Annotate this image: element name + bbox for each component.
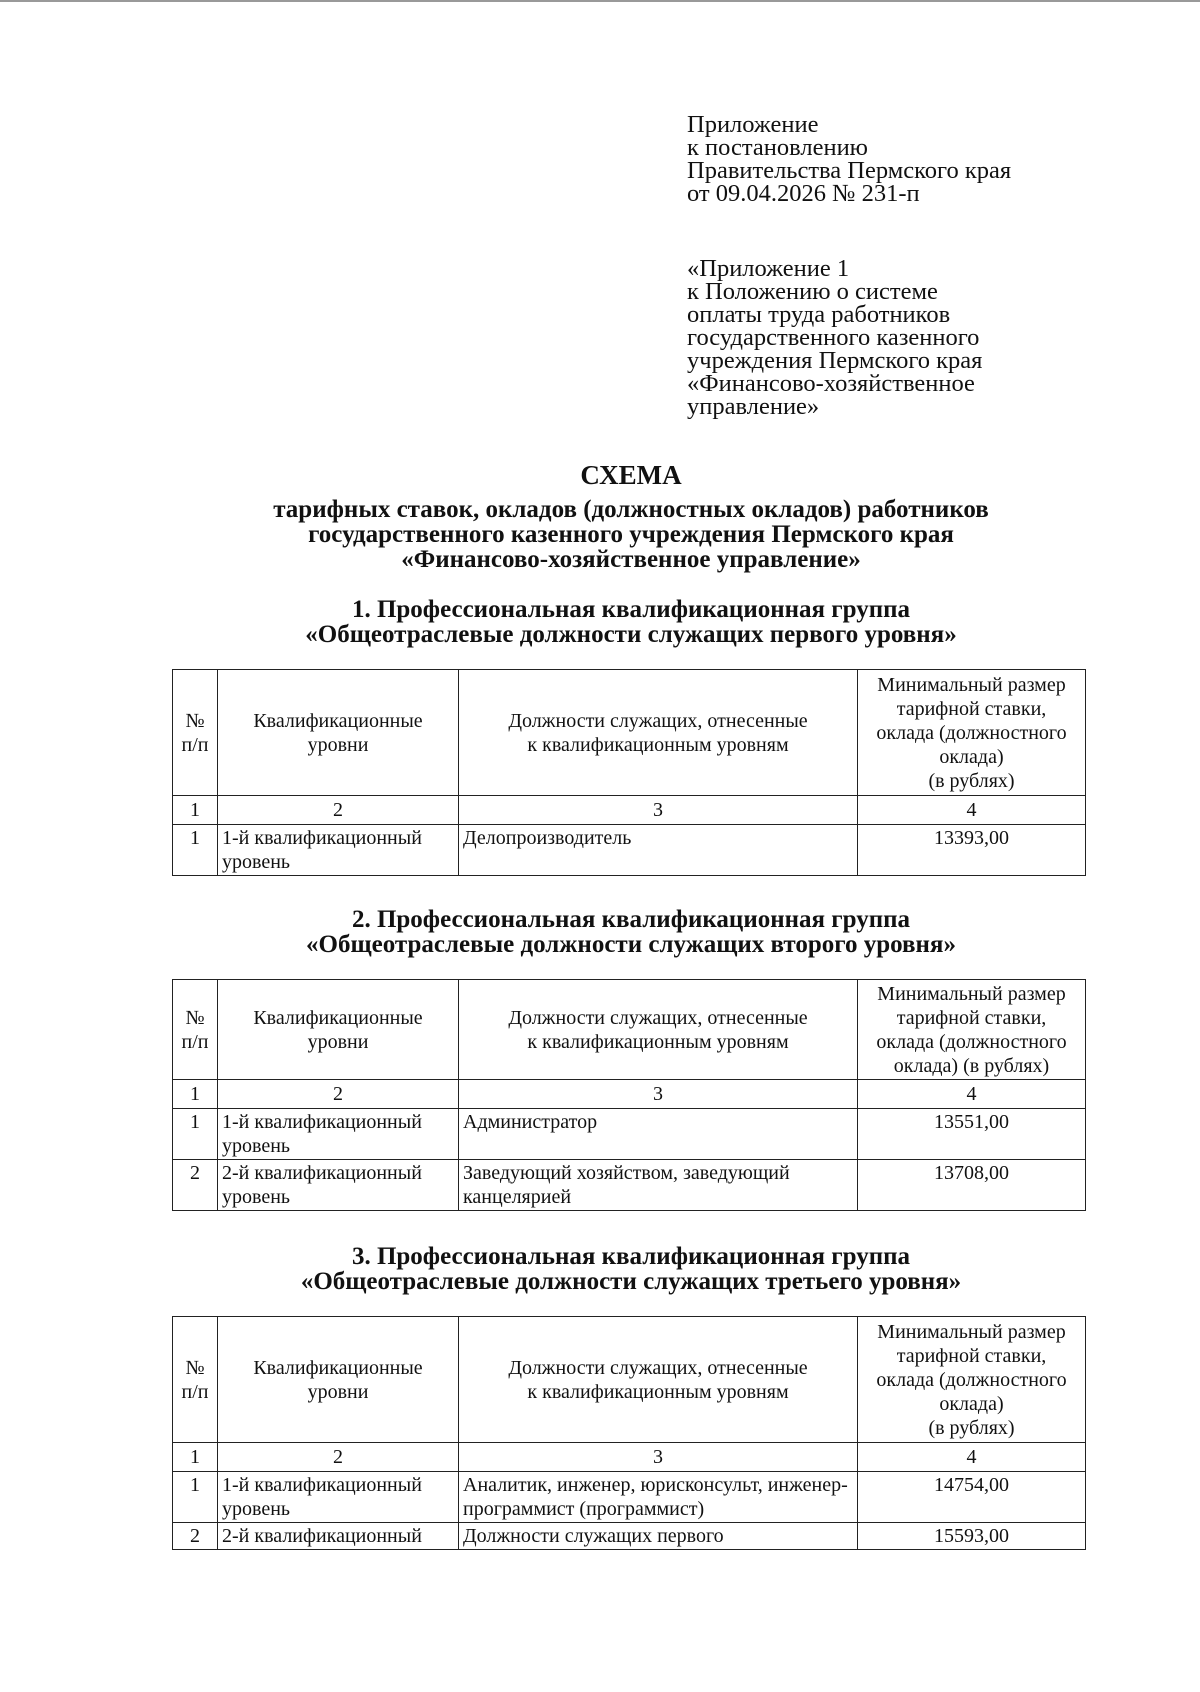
header-line: (в рублях)	[928, 1416, 1015, 1439]
col-positions-header	[459, 1317, 858, 1443]
table-row	[173, 1472, 1086, 1523]
index-cell: 2	[218, 796, 459, 825]
section-heading-line: «Общеотраслевые должности служащих второго уровня»	[306, 931, 956, 958]
row-salary: 13708,00	[858, 1160, 1086, 1211]
section-heading-line: 2. Профессиональная квалификационная группа	[351, 906, 911, 933]
annex-line: к Положению о системе	[687, 278, 938, 305]
table-header-row	[173, 980, 1086, 1080]
col-positions-header	[459, 980, 858, 1080]
header-line: оклада (должностного	[876, 1368, 1067, 1391]
annex-line: к постановлению	[687, 134, 868, 161]
index-cell: 3	[459, 796, 858, 825]
row-position: Заведующий хозяйством, заведующий канцелярией	[459, 1160, 858, 1211]
document-subtitle	[0, 497, 1200, 572]
row-position: Должности служащих первого	[459, 1523, 858, 1550]
header-line: Минимальный размер	[877, 982, 1066, 1005]
row-level: 1-й квалификационный уровень	[218, 1472, 459, 1523]
column-index-row	[173, 1080, 1086, 1109]
appendix-reference	[687, 257, 982, 418]
row-level: 2-й квалификационный уровень	[218, 1160, 459, 1211]
document-title: СХЕМА	[580, 460, 682, 490]
row-num: 1	[173, 1472, 218, 1523]
index-cell: 1	[173, 1080, 218, 1109]
row-salary: 13551,00	[858, 1109, 1086, 1160]
row-num: 1	[173, 1109, 218, 1160]
header-line: оклада (должностного	[876, 1030, 1067, 1053]
header-line: к квалификационным уровням	[527, 1030, 789, 1053]
table-row	[173, 1109, 1086, 1160]
section-heading-line: «Общеотраслевые должности служащих третьего уровня»	[300, 1268, 962, 1295]
col-positions-header	[459, 670, 858, 796]
index-cell: 4	[858, 1080, 1086, 1109]
section-2-heading	[0, 907, 1200, 957]
col-num-header: № п/п	[173, 670, 218, 796]
annex-line: Правительства Пермского края	[687, 157, 1012, 184]
header-line: Минимальный размер	[877, 1320, 1066, 1343]
index-cell: 2	[218, 1080, 459, 1109]
row-level: 1-й квалификационный уровень	[218, 1109, 459, 1160]
page-top-edge	[0, 0, 1200, 2]
row-level: 2-й квалификационный	[218, 1523, 459, 1550]
subtitle-line: тарифных ставок, окладов (должностных окладов) работников	[273, 496, 989, 523]
index-cell: 1	[173, 1443, 218, 1472]
annex-line: учреждения Пермского края	[687, 347, 983, 374]
header-line: (в рублях)	[928, 769, 1015, 792]
table-header-row	[173, 670, 1086, 796]
col-levels-header: Квалификационные уровни	[218, 1317, 459, 1443]
header-line: Должности служащих, отнесенные	[508, 1356, 808, 1379]
subtitle-line: «Финансово-хозяйственное управление»	[401, 546, 861, 573]
subtitle-line: государственного казенного учреждения Пермского края	[308, 521, 954, 548]
col-levels-header: Квалификационные уровни	[218, 980, 459, 1080]
section-1-table	[172, 669, 1086, 876]
row-num: 2	[173, 1160, 218, 1211]
section-2-table	[172, 979, 1086, 1211]
header-line: оклада) (в рублях)	[893, 1054, 1050, 1077]
row-position: Аналитик, инженер, юрисконсульт, инженер-программист (программист)	[459, 1472, 858, 1523]
header-line: Должности служащих, отнесенные	[508, 709, 808, 732]
annex-line: государственного казенного	[687, 324, 980, 351]
header-line: к квалификационным уровням	[527, 733, 789, 756]
annex-line: оплаты труда работников	[687, 301, 951, 328]
annex-line: «Приложение 1	[687, 255, 850, 282]
header-line: тарифной ставки,	[896, 1006, 1047, 1029]
header-line: к квалификационным уровням	[527, 1380, 789, 1403]
row-salary: 15593,00	[858, 1523, 1086, 1550]
annex-line: от 09.04.2026 № 231-п	[687, 180, 920, 207]
header-line: оклада)	[939, 745, 1004, 768]
table-header-row	[173, 1317, 1086, 1443]
header-line: оклада (должностного	[876, 721, 1067, 744]
section-1-heading	[0, 597, 1200, 647]
header-line: тарифной ставки,	[896, 1344, 1047, 1367]
row-salary: 13393,00	[858, 825, 1086, 876]
table-row	[173, 1160, 1086, 1211]
section-3-heading	[0, 1244, 1200, 1294]
col-salary-header	[858, 980, 1086, 1080]
index-cell: 4	[858, 796, 1086, 825]
section-heading-line: 1. Профессиональная квалификационная группа	[351, 596, 911, 623]
index-cell: 1	[173, 796, 218, 825]
column-index-row	[173, 1443, 1086, 1472]
col-num-header: № п/п	[173, 1317, 218, 1443]
annex-line: Приложение	[687, 111, 819, 138]
header-line: оклада)	[939, 1392, 1004, 1415]
annex-reference	[687, 113, 1011, 205]
row-num: 2	[173, 1523, 218, 1550]
section-3-table	[172, 1316, 1086, 1550]
row-level: 1-й квалификационный уровень	[218, 825, 459, 876]
row-num: 1	[173, 825, 218, 876]
header-line: Минимальный размер	[877, 673, 1066, 696]
row-salary: 14754,00	[858, 1472, 1086, 1523]
col-num-header: № п/п	[173, 980, 218, 1080]
annex-line: управление»	[687, 393, 820, 420]
table-row	[173, 1523, 1086, 1550]
header-line: Должности служащих, отнесенные	[508, 1006, 808, 1029]
table-row	[173, 825, 1086, 876]
col-levels-header: Квалификационные уровни	[218, 670, 459, 796]
section-heading-line: 3. Профессиональная квалификационная группа	[351, 1243, 911, 1270]
index-cell: 2	[218, 1443, 459, 1472]
section-heading-line: «Общеотраслевые должности служащих первого уровня»	[305, 621, 957, 648]
row-position: Администратор	[459, 1109, 858, 1160]
annex-line: «Финансово-хозяйственное	[687, 370, 975, 397]
col-salary-header	[858, 1317, 1086, 1443]
index-cell: 3	[459, 1080, 858, 1109]
column-index-row	[173, 796, 1086, 825]
row-position: Делопроизводитель	[459, 825, 858, 876]
col-salary-header	[858, 670, 1086, 796]
index-cell: 3	[459, 1443, 858, 1472]
header-line: тарифной ставки,	[896, 697, 1047, 720]
index-cell: 4	[858, 1443, 1086, 1472]
